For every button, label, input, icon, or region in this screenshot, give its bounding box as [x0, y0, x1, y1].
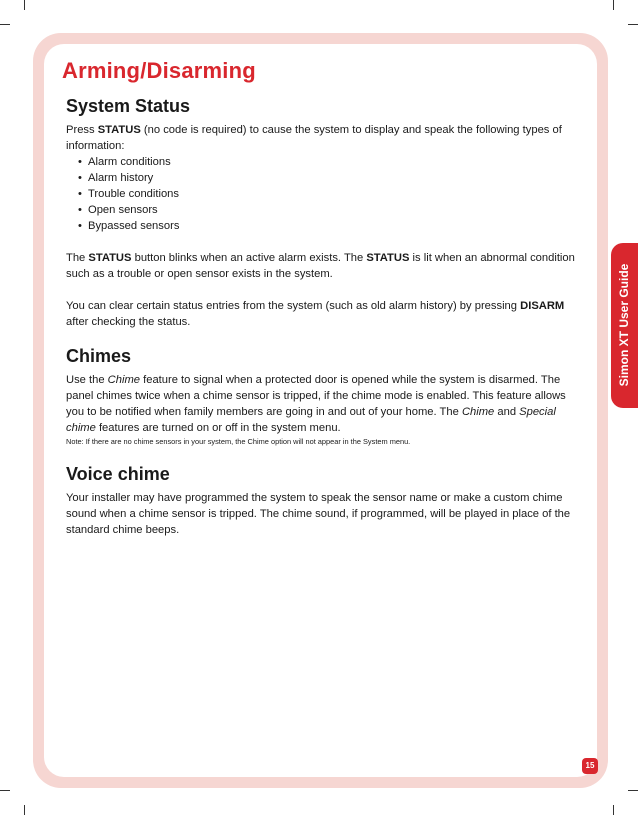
system-status-intro: Press STATUS (no code is required) to cause the system to display and speak the following types of information:	[66, 124, 562, 152]
clear-status-paragraph: You can clear certain status entries from the system (such as old alarm history) by pressing DISARM after checking the status.	[66, 300, 565, 328]
list-item: • Alarm conditions	[78, 154, 586, 170]
list-item: • Alarm history	[78, 170, 586, 186]
crop-mark	[0, 24, 10, 25]
side-tab-label: Simon XT User Guide	[617, 263, 631, 387]
list-item: • Bypassed sensors	[78, 218, 586, 234]
crop-mark	[628, 24, 638, 25]
page-content	[66, 96, 586, 538]
status-info-list	[66, 154, 586, 234]
chime-note: Note: If there are no chime sensors in your system, the Chime option will not appear in the System menu.	[66, 437, 411, 446]
chimes-heading: Chimes	[66, 346, 132, 366]
system-status-heading: System Status	[66, 96, 191, 116]
crop-mark	[613, 805, 614, 815]
voice-chime-paragraph: Your installer may have programmed the system to speak the sensor name or make a custom chime sound when a chime sensor is tripped. The chime sound, if programmed, will be played in place of the standard chime beeps.	[66, 492, 571, 536]
crop-mark	[24, 0, 25, 10]
crop-mark	[628, 790, 638, 791]
crop-mark	[613, 0, 614, 10]
chimes-paragraph: Use the Chime feature to signal when a protected door is opened while the system is disarmed. The panel chimes twice when a chime sensor is tripped, if the chime mode is enabled. This feature allows you to be notified when family members are going in and out of your home. The Chime and Special chime features are turned on or off in the system menu.	[66, 374, 566, 434]
voice-chime-heading: Voice chime	[66, 464, 170, 484]
page-title: Arming/Disarming	[62, 58, 256, 83]
side-tab	[611, 243, 638, 408]
status-button-paragraph: The STATUS button blinks when an active alarm exists. The STATUS is lit when an abnormal condition such as a trouble or open sensor exists in the system.	[66, 252, 575, 280]
crop-mark	[24, 805, 25, 815]
crop-mark	[0, 790, 10, 791]
page-number: 15	[582, 758, 598, 774]
list-item: • Open sensors	[78, 202, 586, 218]
list-item: • Trouble conditions	[78, 186, 586, 202]
